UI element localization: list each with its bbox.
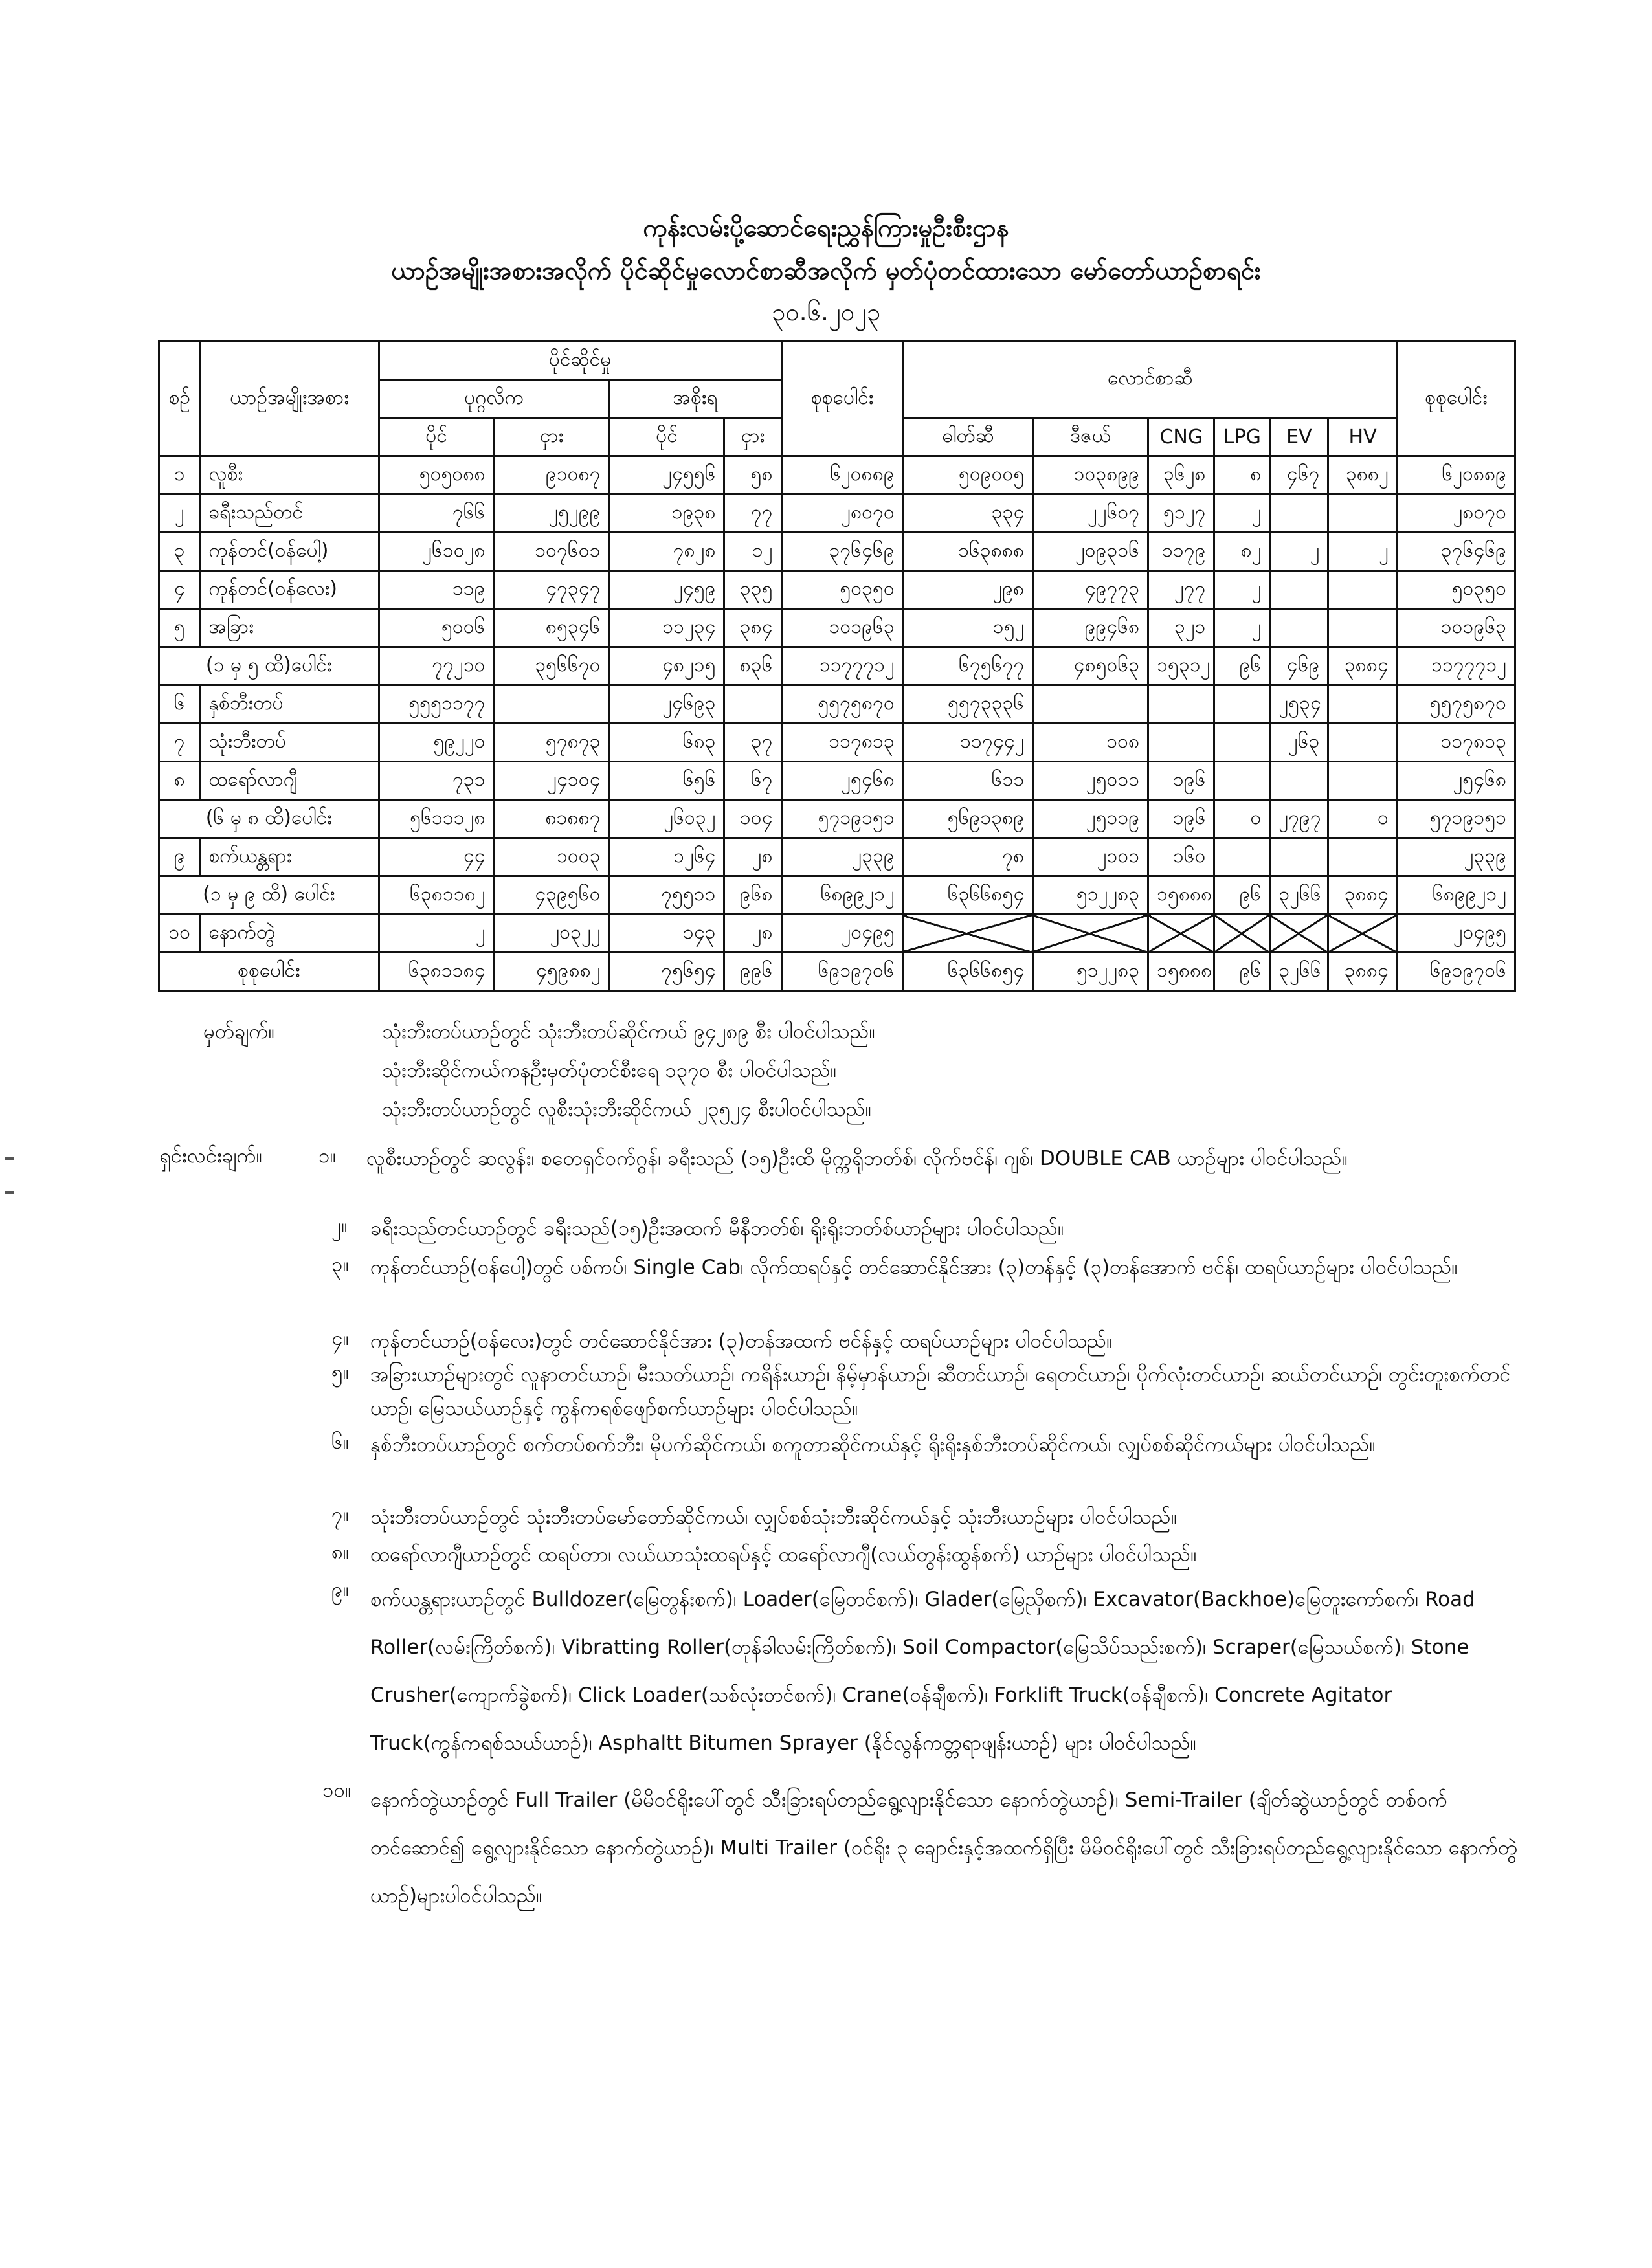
scan-margin-mark [5,1157,14,1160]
cell-lpg: ၈ [1214,456,1270,495]
cell-cng: ၁၉၆ [1148,762,1214,800]
cell-g-own: ၁၄၃ [609,915,724,953]
scan-margin-mark [5,1191,14,1194]
cell-petrol: ၆၃၆၆၈၅၄ [903,876,1032,915]
cell-ev: ၄၆၇ [1270,456,1328,495]
cell-hv: ၀ [1328,800,1397,838]
row-number: ၇ [159,724,200,762]
table-row [159,571,1515,609]
cell-petrol: ၇၈ [903,838,1032,876]
col-total-header: စုစုပေါင်း [781,342,903,456]
cell-total: ၁၁၇၇၇၁၂ [781,647,903,685]
cell-total2: ၆၂၀၈၈၉ [1397,456,1515,495]
cell-lpg: ၉၆ [1214,953,1270,991]
cell-diesel: ၂၂၆၀၇ [1033,495,1148,533]
cell-total: ၂၃၃၉ [781,838,903,876]
subtotal-label: (၁ မှ ၅ ထိ)ပေါင်း [159,647,379,685]
cell-total2: ၁၁၇၇၇၁၂ [1397,647,1515,685]
vehicle-type-cell: ကုန်တင်(ဝန်လေး) [200,571,379,609]
cell-p-own: ၁၁၉ [379,571,494,609]
cell-hv: ၃၈၈၄ [1328,647,1397,685]
cell-petrol: ၆၁၁ [903,762,1032,800]
cell-total: ၂၈၀၇၀ [781,495,903,533]
col-gov-own-header: ပိုင် [609,418,724,456]
cell-cng: ၁၅၃၁၂ [1148,647,1214,685]
col-government-header: အစိုးရ [609,380,781,418]
row-number: ၅ [159,609,200,647]
cell-total: ၁၁၇၈၁၃ [781,724,903,762]
cell-total: ၂၀၄၉၅ [781,915,903,953]
explanation-number: ၁။ [318,1144,336,1168]
cell-lpg: ၉၆ [1214,647,1270,685]
table-row [159,876,1515,915]
col-petrol-header: ဓါတ်ဆီ [903,418,1032,456]
cell-g-share: ၂၈ [724,838,781,876]
cell-total2: ၃၇၆၄၆၉ [1397,533,1515,571]
cell-petrol: ၅၅၇၃၃၃၆ [903,685,1032,724]
cell-g-own: ၁၁၂၃၄ [609,609,724,647]
cell-total: ၆၈၉၉၂၁၂ [781,876,903,915]
cell-lpg: ၈၂ [1214,533,1270,571]
vehicle-type-cell: သုံးဘီးတပ် [200,724,379,762]
cell-total2: ၂၈၀၇၀ [1397,495,1515,533]
cell-diesel: ၂၅၁၁၉ [1033,800,1148,838]
cell-lpg: ၉၆ [1214,876,1270,915]
cell-ev: ၂၆၃ [1270,724,1328,762]
crossed-out-cell [1214,915,1270,953]
cell-g-share: ၉၉၆ [724,953,781,991]
row-number: ၁ [159,456,200,495]
table-row [159,838,1515,876]
table-row [159,724,1515,762]
cell-hv [1328,685,1397,724]
crossed-out-cell [1328,915,1397,953]
cell-ev [1270,609,1328,647]
col-no-header: စဉ် [159,342,200,456]
vehicle-type-cell: နှစ်ဘီးတပ် [200,685,379,724]
cell-hv: ၃၈၈၄ [1328,876,1397,915]
cell-total2: ၅၇၁၉၁၅၁ [1397,800,1515,838]
cell-p-own: ၅၅၅၁၁၇၇ [379,685,494,724]
cell-p-own: ၇၇၂၁၀ [379,647,494,685]
cell-diesel: ၂၅၀၁၁ [1033,762,1148,800]
cell-g-own: ၂၄၅၉ [609,571,724,609]
vehicle-type-cell: ထရော်လာဂျီ [200,762,379,800]
row-number: ၃ [159,533,200,571]
note-line: သုံးဘီးတပ်ယာဉ်တွင် သုံးဘီးတပ်ဆိုင်ကယ် ၉၄၂၈၉ စီး ပါဝင်ပါသည်။ [382,1020,875,1043]
cell-total: ၅၀၃၅၀ [781,571,903,609]
explanation-number: ၄။ [331,1327,349,1350]
cell-p-own: ၇၆၆ [379,495,494,533]
cell-total2: ၂၅၄၆၈ [1397,762,1515,800]
col-ev-header: EV [1270,418,1328,456]
explanation-text: လူစီးယာဉ်တွင် ဆလွန်း၊ စတေရှင်ဝက်ဂွန်၊ ခရီးသည် (၁၅)ဦးထိ မိုက္ကရိုဘတ်စ်၊ လိုက်ဗင်န်၊ ဂျစ်၊ DOUBLE CAB ယာဉ်များ ပါဝင်ပါသည်။ [366,1147,1348,1170]
cell-ev [1270,495,1328,533]
row-number: ၄ [159,571,200,609]
cell-p-own: ၆၃၈၁၁၈၂ [379,876,494,915]
table-row [159,533,1515,571]
cell-p-share: ၄၇၃၄၇ [494,571,609,609]
cell-ev [1270,838,1328,876]
table-row [159,800,1515,838]
cell-cng: ၂၇၇ [1148,571,1214,609]
cell-hv [1328,495,1397,533]
cell-total: ၅၅၇၅၈၇၀ [781,685,903,724]
cell-petrol: ၂၉၈ [903,571,1032,609]
cell-petrol: ၆၃၆၆၈၅၄ [903,953,1032,991]
cell-g-share: ၂၈ [724,915,781,953]
cell-cng: ၁၉၆ [1148,800,1214,838]
cell-g-own: ၂၆၀၃၂ [609,800,724,838]
table-row [159,685,1515,724]
cell-p-own: ၅၉၂၂၀ [379,724,494,762]
table-row [159,495,1515,533]
cell-total2: ၅၀၃၅၀ [1397,571,1515,609]
cell-total2: ၆၉၁၉၇၀၆ [1397,953,1515,991]
cell-diesel: ၄၈၅၀၆၃ [1033,647,1148,685]
cell-petrol: ၁၆၃၈၈၈ [903,533,1032,571]
cell-lpg [1214,762,1270,800]
col-private-header: ပုဂ္ဂလိက [379,380,609,418]
document-title: ကုန်းလမ်းပို့ဆောင်ရေးညွှန်ကြားမှုဦးစီးဌာန [643,214,1009,242]
cell-lpg [1214,838,1270,876]
cell-lpg: ၂ [1214,495,1270,533]
explanation-text: အခြားယာဉ်များတွင် လူနာတင်ယာဉ်၊ မီးသတ်ယာဉ်၊ ကရိန်းယာဉ်၊ နိမ့်မှာန်ယာဉ်၊ ဆီတင်ယာဉ်၊ ရေတင်ယာဉ်၊ ပိုက်လုံးတင်ယာဉ်၊ ဆယ်တင်ယာဉ်၊ တွင်းတူးစက်တင်ယာဉ်၊ မြေသယ်ယာဉ်နှင့် ကွန်ကရစ်ဖျော်စက်ယာဉ်များ ပါဝင်ပါသည်။ [370,1363,1511,1420]
explanation-text: နောက်တွဲယာဉ်တွင် Full Trailer (မိမိဝင်ရိုးပေါ်တွင် သီးခြားရပ်တည်ရွေ့လျားနိုင်သော နောက်တွဲယာဉ်)၊ Semi-Trailer (ချိတ်ဆွဲယာဉ်တွင် တစ်ဝက်တင်ဆောင်၍ ရွေ့လျားနိုင်သော နောက်တွဲယာဉ်)၊ Multi Trailer (ဝင်ရိုး ၃ ချောင်းနှင့်အထက်ရှိပြီး မိမိဝင်ရိုးပေါ်တွင် သီးခြားရပ်တည်ရွေ့လျားနိုင်သော နောက်တွဲယာဉ်)များပါဝင်ပါသည်။ [370,1788,1518,1907]
cell-g-share: ၁၀၄ [724,800,781,838]
cell-g-own: ၁၉၃၈ [609,495,724,533]
cell-p-share: ၅၇၈၇၃ [494,724,609,762]
cell-hv [1328,838,1397,876]
cell-diesel: ၁၀၈ [1033,724,1148,762]
table-row [159,456,1515,495]
cell-g-share: ၇၇ [724,495,781,533]
explanation-text: ထရော်လာဂျီယာဉ်တွင် ထရပ်တာ၊ လယ်ယာသုံးထရပ်နှင့် ထရော်လာဂျီ(လယ်တွန်းထွန်စက်) ယာဉ်များ ပါဝင်ပါသည်။ [370,1543,1197,1566]
table-row [159,915,1515,953]
notes-label: မှတ်ချက်။ [203,1020,274,1043]
row-number: ၂ [159,495,200,533]
table-row [159,609,1515,647]
col-lpg-header: LPG [1214,418,1270,456]
cell-p-share: ၁၀၀၃ [494,838,609,876]
explanation-text: ကုန်တင်ယာဉ်(ဝန်လေး)တွင် တင်ဆောင်နိုင်အား (၃)တန်အထက် ဗင်န်နှင့် ထရပ်ယာဉ်များ ပါဝင်ပါသည်။ [370,1329,1113,1353]
cell-cng: ၁၆၀ [1148,838,1214,876]
document-date: ၃၀.၆.၂၀၂၃ [771,298,881,326]
cell-cng: ၁၁၇၉ [1148,533,1214,571]
cell-cng [1148,685,1214,724]
cell-p-own: ၇၃၁ [379,762,494,800]
cell-total2: ၆၈၉၉၂၁၂ [1397,876,1515,915]
cell-p-share [494,685,609,724]
explanation-text: ခရီးသည်တင်ယာဉ်တွင် ခရီးသည်(၁၅)ဦးအထက် မီနီဘတ်စ်၊ ရိုးရိုးဘတ်စ်ယာဉ်များ ပါဝင်ပါသည်။ [370,1217,1064,1240]
cell-p-share: ၈၅၃၄၆ [494,609,609,647]
subtotal-label: စုစုပေါင်း [159,953,379,991]
subtotal-label: (၁ မှ ၉ ထိ) ပေါင်း [159,876,379,915]
cell-g-share: ၁၂ [724,533,781,571]
col-diesel-header: ဒီဇယ် [1033,418,1148,456]
explanation-number: ၂။ [331,1214,348,1238]
cell-diesel: ၉၉၄၆၈ [1033,609,1148,647]
cell-p-share: ၃၅၆၆၇၀ [494,647,609,685]
cell-g-own: ၄၈၂၁၅ [609,647,724,685]
cell-g-own: ၁၂၆၄ [609,838,724,876]
cell-diesel: ၁၀၃၈၉၉ [1033,456,1148,495]
vehicle-type-cell: လူစီး [200,456,379,495]
vehicle-type-cell: ကုန်တင်(ဝန်ပေါ့) [200,533,379,571]
cell-total2: ၁၁၇၈၁၃ [1397,724,1515,762]
cell-ev: ၃၂၆၆ [1270,876,1328,915]
col-hv-header: HV [1328,418,1397,456]
cell-hv [1328,571,1397,609]
cell-g-share: ၆၇ [724,762,781,800]
table-body [159,456,1515,991]
col-gov-share-header: ငှား [724,418,781,456]
cell-g-own: ၂၄၆၉၃ [609,685,724,724]
cell-ev [1270,762,1328,800]
cell-total: ၅၇၁၉၁၅၁ [781,800,903,838]
cell-diesel: ၅၁၂၂၈၃ [1033,876,1148,915]
cell-total2: ၅၅၇၅၈၇၀ [1397,685,1515,724]
col-private-own-header: ပိုင် [379,418,494,456]
cell-g-own: ၇၈၂၈ [609,533,724,571]
col-total2-header: စုစုပေါင်း [1397,342,1515,456]
cell-total2: ၁၀၁၉၆၃ [1397,609,1515,647]
cell-cng: ၁၅၈၈၈ [1148,876,1214,915]
row-number: ၆ [159,685,200,724]
col-private-share-header: ငှား [494,418,609,456]
cell-g-own: ၂၄၅၅၆ [609,456,724,495]
cell-g-share: ၃၃၅ [724,571,781,609]
row-number: ၈ [159,762,200,800]
cell-p-share: ၉၁၀၈၇ [494,456,609,495]
cell-g-share: ၉၆၈ [724,876,781,915]
cell-total: ၃၇၆၄၆၉ [781,533,903,571]
cell-ev: ၄၆၉ [1270,647,1328,685]
table-row [159,953,1515,991]
cell-petrol: ၃၃၄ [903,495,1032,533]
cell-petrol: ၅၀၉၀၀၅ [903,456,1032,495]
cell-p-own: ၅၀၅၀၈၈ [379,456,494,495]
cell-hv: ၃၈၈၄ [1328,953,1397,991]
cell-p-own: ၄၄ [379,838,494,876]
cell-p-own: ၅၆၁၁၁၂၈ [379,800,494,838]
cell-g-own: ၇၅၅၁၁ [609,876,724,915]
cell-g-share: ၃၈၄ [724,609,781,647]
explanation-number: ၃။ [331,1253,349,1276]
vehicle-type-cell: နောက်တွဲ [200,915,379,953]
crossed-out-cell [1033,915,1148,953]
explanation-text: သုံးဘီးတပ်ယာဉ်တွင် သုံးဘီးတပ်မော်တော်ဆိုင်ကယ်၊ လျှပ်စစ်သုံးဘီးဆိုင်ကယ်နှင့် သုံးဘီးယာဉ်များ ပါဝင်ပါသည်။ [370,1506,1178,1529]
explanation-number: ၆။ [331,1430,349,1454]
cell-g-own: ၆၅၆ [609,762,724,800]
row-number: ၉ [159,838,200,876]
cell-g-own: ၇၅၆၅၄ [609,953,724,991]
cell-petrol: ၆၇၅၆၇၇ [903,647,1032,685]
crossed-out-cell [1148,915,1214,953]
cell-diesel: ၅၁၂၂၈၃ [1033,953,1148,991]
cell-g-own: ၆၈၃ [609,724,724,762]
cell-lpg [1214,685,1270,724]
note-line: သုံးဘီးဆိုင်ကယ်ကနဦးမှတ်ပုံတင်စီးရေ ၁၃၇၀ စီး ပါဝင်ပါသည်။ [382,1059,837,1082]
col-ownership-header: ပိုင်ဆိုင်မှု [379,342,781,380]
cell-cng: ၃၂၁ [1148,609,1214,647]
explanation-number: ၅။ [331,1361,349,1384]
vehicle-type-cell: ခရီးသည်တင် [200,495,379,533]
cell-total: ၁၀၁၉၆၃ [781,609,903,647]
cell-ev: ၃၂၆၆ [1270,953,1328,991]
cell-hv [1328,724,1397,762]
cell-p-own: ၅၀၀၆ [379,609,494,647]
explanation-label: ရှင်းလင်းချက်။ [159,1144,263,1168]
row-number: ၁၀ [159,915,200,953]
note-line: သုံးဘီးတပ်ယာဉ်တွင် လူစီးသုံးဘီးဆိုင်ကယ် ၂၃၅၂၄ စီးပါဝင်ပါသည်။ [382,1098,872,1121]
cell-hv: ၂ [1328,533,1397,571]
cell-p-own: ၂၆၁၀၂၈ [379,533,494,571]
cell-ev: ၂၇၉၇ [1270,800,1328,838]
cell-g-share [724,685,781,724]
cell-p-share: ၄၃၉၅၆၀ [494,876,609,915]
cell-cng: ၁၅၈၈၈ [1148,953,1214,991]
cell-ev [1270,571,1328,609]
explanation-number: ၁၀။ [322,1779,352,1802]
cell-cng [1148,724,1214,762]
document-subtitle: ယာဉ်အမျိုးအစားအလိုက် ပိုင်ဆိုင်မှုလောင်စာဆီအလိုက် မှတ်ပုံတင်ထားသော မော်တော်ယာဉ်စာရင်း [391,256,1261,285]
col-fuel-header: လောင်စာဆီ [903,342,1397,418]
cell-p-share: ၂၀၃၂၂ [494,915,609,953]
cell-petrol: ၁၅၂ [903,609,1032,647]
cell-p-own: ၆၃၈၁၁၈၄ [379,953,494,991]
cell-total: ၂၅၄၆၈ [781,762,903,800]
cell-ev: ၂ [1270,533,1328,571]
explanation-text: ကုန်တင်ယာဉ်(ဝန်ပေါ့)တွင် ပစ်ကပ်၊ Single Cab၊ လိုက်ထရပ်နှင့် တင်ဆောင်နိုင်အား (၃)တန်နှင့် (၃)တန်အောက် ဗင်န်၊ ထရပ်ယာဉ်များ ပါဝင်ပါသည်။ [370,1256,1458,1279]
cell-petrol: ၁၁၇၄၄၂ [903,724,1032,762]
crossed-out-cell [903,915,1032,953]
vehicle-type-cell: စက်ယန္တရား [200,838,379,876]
cell-hv: ၃၈၈၂ [1328,456,1397,495]
explanation-number: ၈။ [331,1540,350,1564]
cell-hv [1328,762,1397,800]
cell-p-share: ၄၅၉၈၈၂ [494,953,609,991]
cell-p-share: ၁၀၇၆၀၁ [494,533,609,571]
cell-lpg: ၂ [1214,609,1270,647]
vehicle-registration-table [158,340,1516,992]
cell-diesel: ၂၁၀၁ [1033,838,1148,876]
col-cng-header: CNG [1148,418,1214,456]
cell-p-share: ၂၅၂၉၉ [494,495,609,533]
cell-total2: ၂၀၄၉၅ [1397,915,1515,953]
cell-ev: ၂၅၃၄ [1270,685,1328,724]
cell-g-share: ၈၃၆ [724,647,781,685]
crossed-out-cell [1270,915,1328,953]
cell-lpg [1214,724,1270,762]
table-row [159,647,1515,685]
explanation-text: နှစ်ဘီးတပ်ယာဉ်တွင် စက်တပ်စက်ဘီး၊ မိုပက်ဆိုင်ကယ်၊ စကူတာဆိုင်ကယ်နှင့် ရိုးရိုးနှစ်ဘီးတပ်ဆိုင်ကယ်၊ လျှပ်စစ်ဆိုင်ကယ်များ ပါဝင်ပါသည်။ [370,1433,1376,1456]
cell-total: ၆၉၁၉၇၀၆ [781,953,903,991]
explanation-text: စက်ယန္တရားယာဉ်တွင် Bulldozer(မြေတွန်းစက်)၊ Loader(မြေတင်စက်)၊ Glader(မြေညှိစက်)၊ Excavator(Backhoe)မြေတူးကော်စက်၊ Road Roller(လမ်းကြိတ်စက်)၊ Vibratting Roller(တုန်ခါလမ်းကြိတ်စက်)၊ Soil Compactor(မြေသိပ်သည်းစက်)၊ Scraper(မြေသယ်စက်)၊ Stone Crusher(ကျောက်ခွဲစက်)၊ Click Loader(သစ်လုံးတင်စက်)၊ Crane(ဝန်ချီစက်)၊ Forklift Truck(ဝန်ချီစက်)၊ Concrete Agitator Truck(ကွန်ကရစ်သယ်ယာဉ်)၊ Asphaltt Bitumen Sprayer (နိုင်လွန်ကတ္တရာဖျန်းယာဉ်) များ ပါဝင်ပါသည်။ [370,1588,1475,1755]
cell-lpg: ၂ [1214,571,1270,609]
cell-lpg: ၀ [1214,800,1270,838]
cell-p-own: ၂ [379,915,494,953]
cell-total: ၆၂၀၈၈၉ [781,456,903,495]
explanation-number: ၉။ [331,1578,349,1601]
cell-g-share: ၃၇ [724,724,781,762]
cell-g-share: ၅၈ [724,456,781,495]
table-row [159,762,1515,800]
cell-p-share: ၂၄၁၀၄ [494,762,609,800]
cell-diesel: ၄၉၇၇၃ [1033,571,1148,609]
cell-diesel: ၂၀၉၃၁၆ [1033,533,1148,571]
col-type-header: ယာဉ်အမျိုးအစား [200,342,379,456]
cell-cng: ၅၁၂၇ [1148,495,1214,533]
cell-hv [1328,609,1397,647]
cell-cng: ၃၆၂၈ [1148,456,1214,495]
cell-diesel [1033,685,1148,724]
cell-p-share: ၈၁၈၈၇ [494,800,609,838]
vehicle-type-cell: အခြား [200,609,379,647]
explanation-number: ၇။ [331,1503,349,1526]
subtotal-label: (၆ မှ ၈ ထိ)ပေါင်း [159,800,379,838]
cell-petrol: ၅၆၉၁၃၈၉ [903,800,1032,838]
cell-total2: ၂၃၃၉ [1397,838,1515,876]
